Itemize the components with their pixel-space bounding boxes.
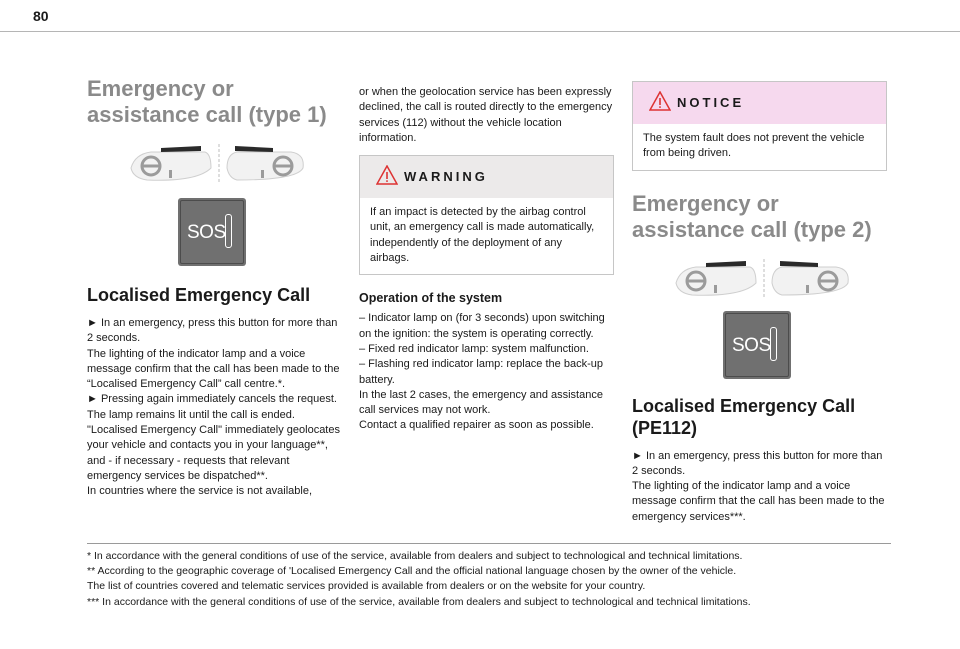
section-title-type2: Emergency or assistance call (type 2) bbox=[632, 190, 872, 242]
body-text-type1: ► In an emergency, press this button for more than 2 seconds. The lighting of the indicator lamp and a voice message confirm that the call has been made to the “Localised Emergency Call” call centre.*. ► Pressing again immediately cancels the request. The lamp remains lit until the call is ended. "Localised Emergency Call" immediately geolocates your vehicle and contacts you in your language**, and - if necessary - requests that relevant emergency services be dispatched**. In countries where the service is not available, bbox=[87, 317, 340, 498]
column-1 bbox=[87, 76, 342, 500]
column-3 bbox=[632, 81, 887, 525]
notice-box bbox=[632, 81, 887, 171]
subtitle-pe112: Localised Emergency Call (PE112) bbox=[632, 395, 856, 438]
footnotes bbox=[87, 543, 891, 610]
warning-triangle-icon bbox=[376, 165, 398, 185]
warning-text: If an impact is detected by the airbag control unit, an emergency call is made automatically, independently of the deployment of any airbags. bbox=[370, 206, 595, 265]
body-text-type2: ► In an emergency, press this button for more than 2 seconds. The lighting of the indicator lamp and a voice message confirm that the call has been made to the emergency services***. bbox=[632, 449, 885, 523]
operation-title: Operation of the system bbox=[359, 291, 503, 306]
steering-wheel-diagram-2-icon bbox=[672, 257, 852, 299]
notice-text: The system fault does not prevent the vehicle from being driven. bbox=[643, 132, 865, 160]
section-title-type1: Emergency or assistance call (type 1) bbox=[87, 76, 327, 127]
indicator-lamp-icon bbox=[225, 214, 232, 248]
sos-label-2: SOS bbox=[732, 334, 771, 356]
sos-label: SOS bbox=[187, 222, 226, 243]
footnote-rule bbox=[87, 543, 891, 544]
warning-title: WARNING bbox=[404, 169, 488, 185]
footnote-1: * In accordance with the general conditions of use of the service, available from dealers and subject to technological and technical limitations. bbox=[87, 550, 743, 562]
sos-button-illustration-2 bbox=[723, 311, 791, 379]
warning-box bbox=[359, 155, 614, 275]
operation-text: – Indicator lamp on (for 3 seconds) upon switching on the ignition: the system is operating correctly. – Fixed red indicator lamp: system malfunction. – Flashing red indicator lamp: replace the back-up battery. In the last 2 cases, the emergency and assistance call services may not work. Contact a qualified repairer as soon as possible. bbox=[359, 312, 605, 432]
indicator-lamp-2-icon bbox=[770, 327, 777, 361]
notice-triangle-icon bbox=[649, 91, 671, 111]
header-rule bbox=[0, 31, 960, 32]
page-number: 80 bbox=[33, 8, 49, 24]
column-2 bbox=[359, 85, 614, 434]
continuation-text: or when the geolocation service has been expressly declined, the call is routed directly to the emergency services (112) without the vehicle location information. bbox=[359, 86, 613, 144]
footnote-2: ** According to the geographic coverage of 'Localised Emergency Call and the official national language chosen by the owner of the vehicle. The list of countries covered and telematic services provided is available from dealers or on the website for your country. bbox=[87, 565, 737, 593]
footnote-3: *** In accordance with the general conditions of use of the service, available from dealers and subject to technological and technical limitations. bbox=[87, 595, 751, 608]
notice-title: NOTICE bbox=[677, 95, 745, 110]
subtitle-localised-call: Localised Emergency Call bbox=[87, 285, 311, 305]
steering-wheel-diagram-icon bbox=[127, 142, 307, 184]
sos-button-illustration bbox=[178, 198, 246, 266]
